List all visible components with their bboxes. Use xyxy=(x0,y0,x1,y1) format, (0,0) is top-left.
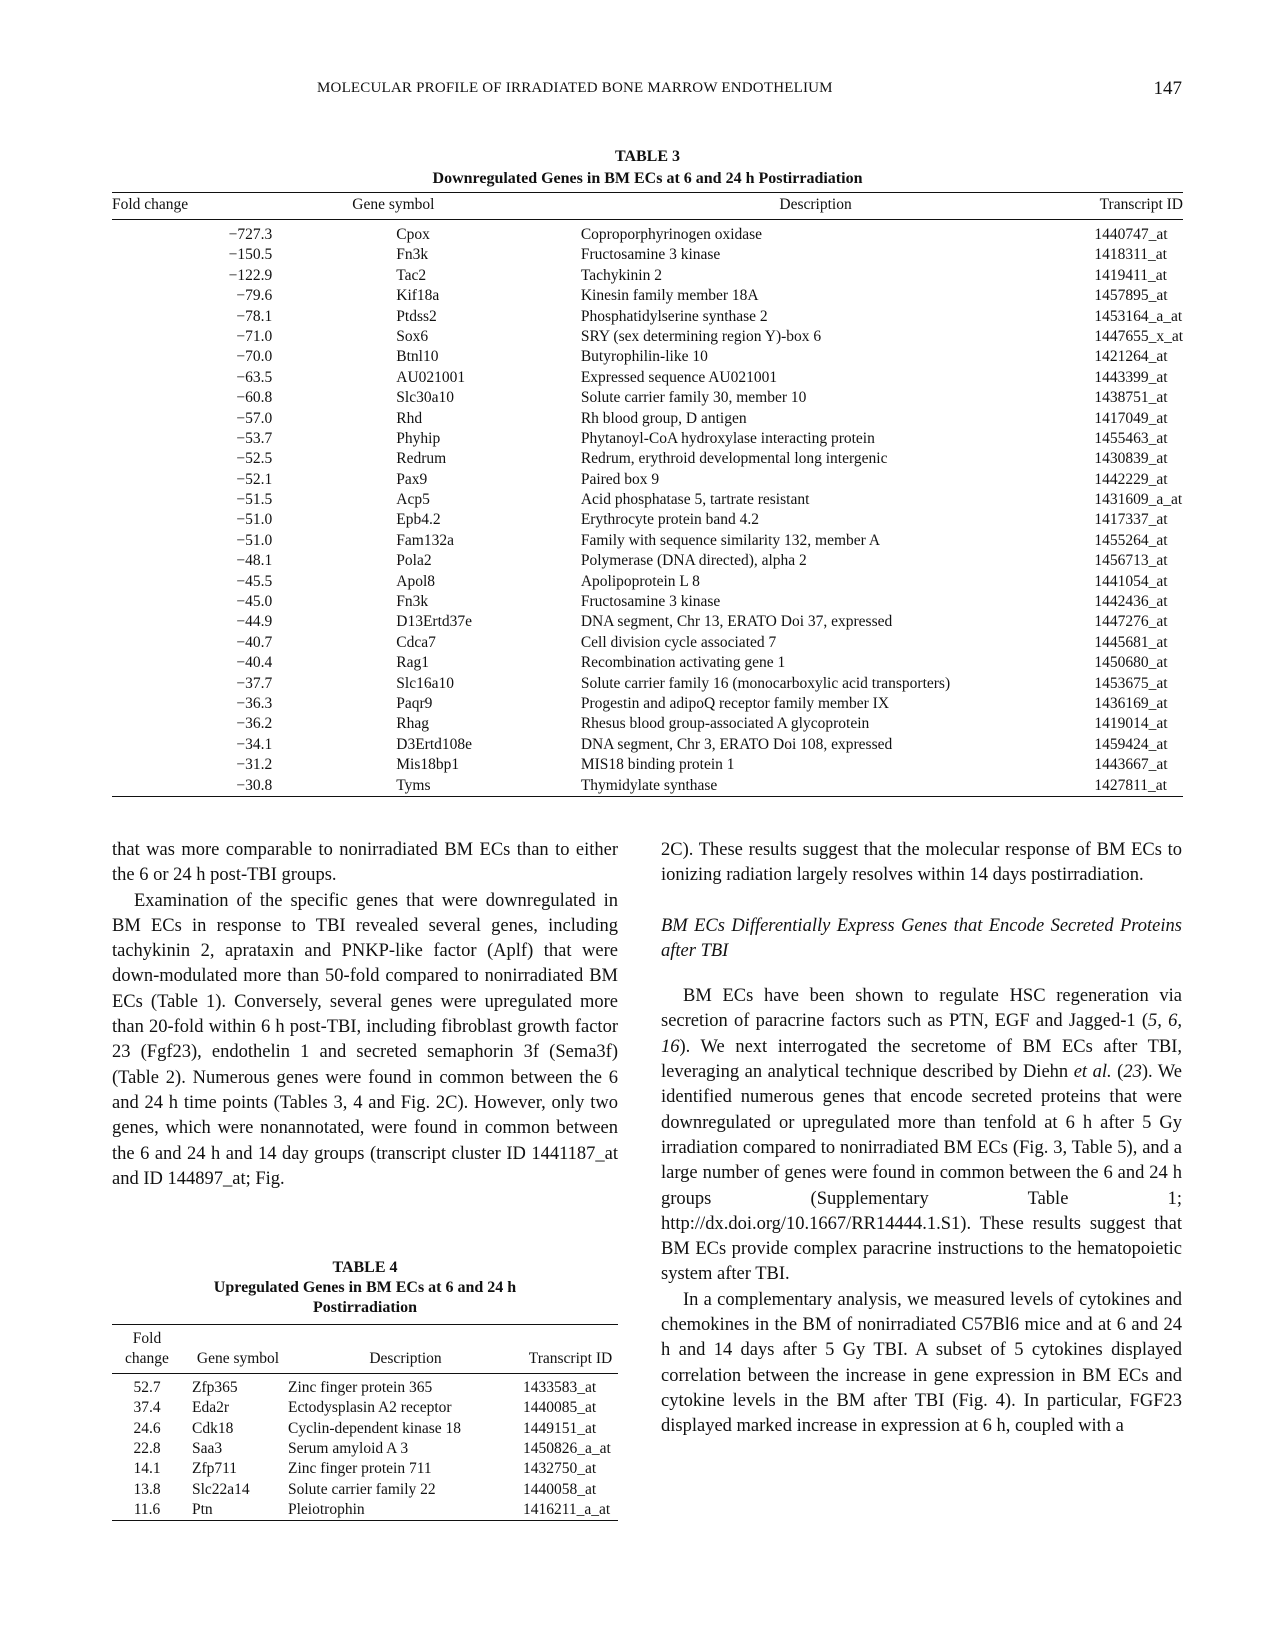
cell-description: Cyclin-dependent kinase 18 xyxy=(288,1419,462,1437)
cell-transcript-id: 1430839_at xyxy=(1094,450,1168,468)
table-row xyxy=(112,266,1183,286)
cell-transcript-id: 1443399_at xyxy=(1094,368,1168,386)
cell-gene-symbol: Tyms xyxy=(396,776,431,794)
table-row xyxy=(112,755,1183,775)
table-row xyxy=(112,572,1183,592)
cell-fold-change: −60.8 xyxy=(236,389,273,407)
cell-fold-change: 24.6 xyxy=(133,1419,161,1437)
cell-fold-change: −78.1 xyxy=(236,307,273,325)
cell-description: DNA segment, Chr 3, ERATO Doi 108, expressed xyxy=(580,735,893,753)
cell-gene-symbol: Ptdss2 xyxy=(396,307,437,325)
column-header-description: Description xyxy=(575,193,1056,220)
table-row xyxy=(112,347,1183,367)
table-4-grid xyxy=(112,1324,618,1521)
cell-transcript-id: 1440747_at xyxy=(1094,226,1168,243)
cell-gene-symbol: D3Ertd108e xyxy=(396,735,473,753)
cell-fold-change: 11.6 xyxy=(133,1500,161,1518)
cell-description: Serum amyloid A 3 xyxy=(288,1440,409,1458)
cell-description: Solute carrier family 16 (monocarboxylic acid transporters) xyxy=(580,674,951,692)
cell-description: Fructosamine 3 kinase xyxy=(580,246,721,264)
cell-gene-symbol: Zfp365 xyxy=(192,1379,238,1397)
cell-description: Recombination activating gene 1 xyxy=(580,654,786,672)
cell-gene-symbol: Rhd xyxy=(396,409,423,427)
cell-fold-change: −48.1 xyxy=(236,552,273,570)
citation: 5, 6, 16 xyxy=(661,1011,1183,1057)
cell-description: Family with sequence similarity 132, member A xyxy=(580,531,881,549)
cell-transcript-id: 1453164_a_at xyxy=(1094,307,1183,325)
cell-description: Tachykinin 2 xyxy=(580,266,662,284)
table-3-title: Downregulated Genes in BM ECs at 6 and 24 h Postirradiation xyxy=(432,170,863,187)
cell-fold-change: −30.8 xyxy=(236,776,273,794)
cell-fold-change: −36.2 xyxy=(236,715,273,733)
cell-gene-symbol: Eda2r xyxy=(192,1399,230,1417)
table-row xyxy=(112,1479,618,1499)
cell-transcript-id: 1438751_at xyxy=(1094,389,1168,407)
table-4-label: TABLE 4 xyxy=(332,1259,398,1276)
text-run: BM ECs have been shown to regulate HSC regeneration via secretion of paracrine factors such as PTN, EGF and Jagged-1 ( xyxy=(661,986,1182,1032)
cell-description: Solute carrier family 30, member 10 xyxy=(580,389,807,407)
table-row xyxy=(112,551,1183,571)
cell-transcript-id: 1447276_at xyxy=(1094,613,1168,631)
cell-gene-symbol: Slc30a10 xyxy=(396,389,454,407)
cell-gene-symbol: Ptn xyxy=(192,1500,213,1518)
cell-fold-change: −150.5 xyxy=(228,246,273,264)
table-row xyxy=(112,633,1183,653)
cell-description: Ectodysplasin A2 receptor xyxy=(288,1399,452,1417)
cell-gene-symbol: D13Ertd37e xyxy=(396,613,473,631)
table-row xyxy=(112,220,1183,246)
cell-fold-change: −70.0 xyxy=(236,348,273,366)
cell-description: Thymidylate synthase xyxy=(580,776,718,794)
cell-description: Redrum, erythroid developmental long intergenic xyxy=(580,450,888,468)
cell-fold-change: −52.1 xyxy=(236,470,273,488)
cell-gene-symbol: Cdca7 xyxy=(396,633,436,651)
cell-description: SRY (sex determining region Y)-box 6 xyxy=(580,327,822,345)
column-header-description: Description xyxy=(284,1325,523,1374)
cell-fold-change: −71.0 xyxy=(236,327,273,345)
cell-transcript-id: 1455463_at xyxy=(1094,429,1168,447)
cell-transcript-id: 1421264_at xyxy=(1094,348,1168,366)
cell-fold-change: 37.4 xyxy=(133,1399,161,1417)
table-row xyxy=(112,776,1183,797)
cell-transcript-id: 1447655_x_at xyxy=(1094,327,1183,345)
text-run: ). We next interrogated the secretome of BM ECs after TBI, leveraging an analytical technique described by Diehn xyxy=(661,1036,1182,1083)
table-row xyxy=(112,307,1183,327)
cell-gene-symbol: Phyhip xyxy=(396,429,441,447)
cell-transcript-id: 1417337_at xyxy=(1094,511,1168,529)
cell-transcript-id: 1453675_at xyxy=(1094,674,1168,692)
cell-transcript-id: 1449151_at xyxy=(523,1419,597,1437)
cell-transcript-id: 1443667_at xyxy=(1094,756,1168,774)
cell-fold-change: −40.7 xyxy=(236,633,273,651)
cell-description: Rh blood group, D antigen xyxy=(580,409,747,427)
cell-description: Phytanoyl-CoA hydroxylase interacting protein xyxy=(580,429,875,447)
table-row xyxy=(112,674,1183,694)
cell-description: DNA segment, Chr 13, ERATO Doi 37, expressed xyxy=(580,613,893,631)
cell-gene-symbol: Fn3k xyxy=(396,593,429,611)
table-row xyxy=(112,1500,618,1521)
cell-description: Fructosamine 3 kinase xyxy=(580,593,721,611)
cell-fold-change: −51.5 xyxy=(236,491,273,509)
cell-gene-symbol: Slc22a14 xyxy=(192,1480,250,1498)
cell-description: Cell division cycle associated 7 xyxy=(580,633,777,651)
cell-description: Acid phosphatase 5, tartrate resistant xyxy=(580,491,810,509)
cell-fold-change: −31.2 xyxy=(236,756,273,774)
table-row xyxy=(112,1419,618,1439)
table-row xyxy=(112,1439,618,1459)
cell-gene-symbol: Acp5 xyxy=(396,491,430,509)
et-al: et al. xyxy=(1073,1062,1112,1083)
cell-fold-change: −36.3 xyxy=(236,694,273,712)
cell-fold-change: −44.9 xyxy=(236,613,273,631)
table-4 xyxy=(112,1258,618,1521)
table-row xyxy=(112,429,1183,449)
page-number: 147 xyxy=(1153,78,1182,99)
cell-gene-symbol: Pola2 xyxy=(396,552,432,570)
cell-description: Polymerase (DNA directed), alpha 2 xyxy=(580,552,807,570)
cell-description: Paired box 9 xyxy=(580,470,660,488)
cell-transcript-id: 1445681_at xyxy=(1094,633,1168,651)
cell-fold-change: 52.7 xyxy=(133,1379,161,1397)
cell-transcript-id: 1431609_a_at xyxy=(1094,491,1183,509)
cell-fold-change: −53.7 xyxy=(236,429,273,447)
cell-transcript-id: 1459424_at xyxy=(1094,735,1168,753)
cell-fold-change: −45.0 xyxy=(236,593,273,611)
cell-transcript-id: 1440085_at xyxy=(523,1399,597,1417)
table-row xyxy=(112,1374,618,1399)
cell-gene-symbol: Rag1 xyxy=(396,654,429,672)
cell-fold-change: 13.8 xyxy=(133,1480,161,1498)
cell-transcript-id: 1433583_at xyxy=(523,1379,597,1397)
cell-gene-symbol: AU021001 xyxy=(396,368,466,386)
cell-gene-symbol: Paqr9 xyxy=(396,694,433,712)
cell-gene-symbol: Apol8 xyxy=(396,572,436,590)
table-row xyxy=(112,368,1183,388)
cell-fold-change: −79.6 xyxy=(236,287,273,305)
cell-transcript-id: 1436169_at xyxy=(1094,694,1168,712)
table-row xyxy=(112,245,1183,265)
cell-fold-change: −122.9 xyxy=(228,266,273,284)
cell-description: Phosphatidylserine synthase 2 xyxy=(580,307,768,325)
table-row xyxy=(112,286,1183,306)
text-run: ( xyxy=(1111,1062,1124,1083)
cell-transcript-id: 1418311_at xyxy=(1094,246,1167,264)
cell-description: Expressed sequence AU021001 xyxy=(580,368,778,386)
cell-description: Zinc finger protein 365 xyxy=(288,1379,433,1397)
table-row xyxy=(112,409,1183,429)
text-run: ). We identified numerous genes that encode secreted proteins that were downregulated or upregulated more than tenfold at 6 h after 5 Gy irradiation compared to nonirradiated BM ECs (Fig. 3, Table 5), and a large number of genes were found in common between the 6 and 24 h groups (Supplementary Table 1; http://dx.doi.org/10.1667/RR14444.1.S1). These results suggest that BM ECs provide complex paracrine instructions to the hematopoietic system after TBI. xyxy=(661,1062,1182,1285)
table-row xyxy=(112,653,1183,673)
cell-gene-symbol: Fam132a xyxy=(396,531,454,549)
cell-gene-symbol: Slc16a10 xyxy=(396,674,454,692)
column-header-fold-change: Fold change xyxy=(112,193,272,220)
running-title: MOLECULAR PROFILE OF IRRADIATED BONE MARROW ENDOTHELIUM xyxy=(317,80,833,96)
cell-description: Butyrophilin-like 10 xyxy=(580,348,708,366)
cell-transcript-id: 1455264_at xyxy=(1094,531,1168,549)
cell-gene-symbol: Kif18a xyxy=(396,287,440,305)
paragraph: that was more comparable to nonirradiated BM ECs than to either the 6 or 24 h post-TBI groups. xyxy=(112,840,618,886)
section-subheading: BM ECs Differentially Express Genes that Encode Secreted Proteins after TBI xyxy=(661,915,1182,961)
cell-description: Pleiotrophin xyxy=(288,1500,365,1518)
paragraph: 2C). These results suggest that the molecular response of BM ECs to ionizing radiation largely resolves within 14 days postirradiation. xyxy=(661,840,1182,886)
cell-transcript-id: 1457895_at xyxy=(1094,287,1168,305)
column-header-fold-change: Fold change xyxy=(112,1325,182,1374)
table-4-body xyxy=(112,1374,618,1521)
table-3-grid xyxy=(112,192,1183,797)
cell-gene-symbol: Epb4.2 xyxy=(396,511,441,529)
cell-gene-symbol: Mis18bp1 xyxy=(396,756,460,774)
cell-transcript-id: 1419014_at xyxy=(1094,715,1168,733)
cell-fold-change: −52.5 xyxy=(236,450,273,468)
table-row xyxy=(112,327,1183,347)
right-column xyxy=(661,838,1182,1440)
cell-gene-symbol: Zfp711 xyxy=(192,1460,238,1478)
cell-transcript-id: 1419411_at xyxy=(1094,266,1167,284)
cell-gene-symbol: Btnl10 xyxy=(396,348,439,366)
cell-fold-change: 22.8 xyxy=(133,1440,161,1458)
column-header-transcript-id: Transcript ID xyxy=(523,1325,618,1374)
paragraph xyxy=(661,984,1182,1288)
table-row xyxy=(112,1459,618,1479)
cell-fold-change: −51.0 xyxy=(236,531,273,549)
column-header-gene-symbol: Gene symbol xyxy=(272,193,575,220)
paragraph: Examination of the specific genes that were downregulated in BM ECs in response to TBI revealed several genes, including tachykinin 2, aprataxin and PNKP-like factor (Aplf) that were down-modulated more than 50-fold compared to nonirradiated BM ECs (Table 1). Conversely, several genes were upregulated more than 20-fold within 6 h post-TBI, including fibroblast growth factor 23 (Fgf23), endothelin 1 and secreted semaphorin 3f (Sema3f) (Table 2). Numerous genes were found in common between the 6 and 24 h time points (Tables 3, 4 and Fig. 2C). However, only two genes, which were nonannotated, were found in common between the 6 and 24 h and 14 day groups (transcript cluster ID 1441187_at and ID 144897_at; Fig. xyxy=(112,890,618,1189)
cell-description: Coproporphyrinogen oxidase xyxy=(580,226,763,243)
cell-gene-symbol: Rhag xyxy=(396,715,429,733)
cell-transcript-id: 1441054_at xyxy=(1094,572,1168,590)
cell-gene-symbol: Pax9 xyxy=(396,470,428,488)
cell-transcript-id: 1442436_at xyxy=(1094,593,1168,611)
cell-description: Kinesin family member 18A xyxy=(580,287,759,305)
table-3 xyxy=(112,146,1183,797)
running-header xyxy=(112,78,1182,102)
table-3-label: TABLE 3 xyxy=(614,148,681,165)
table-row xyxy=(112,531,1183,551)
cell-fold-change: −727.3 xyxy=(228,226,273,243)
cell-transcript-id: 1440058_at xyxy=(523,1480,597,1498)
table-row xyxy=(112,388,1183,408)
table-row xyxy=(112,592,1183,612)
cell-transcript-id: 1450826_a_at xyxy=(523,1440,611,1458)
cell-description: Solute carrier family 22 xyxy=(288,1480,436,1498)
table-row xyxy=(112,735,1183,755)
cell-description: Progestin and adipoQ receptor family member IX xyxy=(580,694,890,712)
cell-fold-change: −63.5 xyxy=(236,368,273,386)
table-row xyxy=(112,470,1183,490)
cell-gene-symbol: Saa3 xyxy=(192,1440,223,1458)
cell-transcript-id: 1416211_a_at xyxy=(523,1500,611,1518)
table-row xyxy=(112,694,1183,714)
table-3-body xyxy=(112,220,1183,797)
cell-gene-symbol: Tac2 xyxy=(396,266,427,284)
cell-transcript-id: 1417049_at xyxy=(1094,409,1168,427)
table-4-title: Upregulated Genes in BM ECs at 6 and 24 h Postirradiation xyxy=(213,1279,517,1316)
cell-fold-change: −51.0 xyxy=(236,511,273,529)
cell-description: Apolipoprotein L 8 xyxy=(580,572,700,590)
cell-description: Zinc finger protein 711 xyxy=(288,1460,432,1478)
cell-fold-change: 14.1 xyxy=(133,1460,161,1478)
cell-gene-symbol: Redrum xyxy=(396,450,447,468)
cell-description: Erythrocyte protein band 4.2 xyxy=(580,511,760,529)
cell-fold-change: −57.0 xyxy=(236,409,273,427)
cell-description: MIS18 binding protein 1 xyxy=(580,756,735,774)
cell-transcript-id: 1456713_at xyxy=(1094,552,1168,570)
citation: 23 xyxy=(1123,1062,1142,1083)
table-row xyxy=(112,612,1183,632)
table-row xyxy=(112,510,1183,530)
cell-gene-symbol: Fn3k xyxy=(396,246,429,264)
cell-gene-symbol: Cpox xyxy=(396,226,430,243)
cell-fold-change: −34.1 xyxy=(236,735,273,753)
cell-gene-symbol: Sox6 xyxy=(396,327,429,345)
column-header-gene-symbol: Gene symbol xyxy=(182,1325,284,1374)
cell-transcript-id: 1432750_at xyxy=(523,1460,597,1478)
table-row xyxy=(112,490,1183,510)
paragraph: In a complementary analysis, we measured levels of cytokines and chemokines in the BM of nonirradiated C57Bl6 mice and at 6 and 24 h and 14 days after 5 Gy TBI. A subset of 5 cytokines displayed correlation between the increase in gene expression in BM ECs and cytokine levels in the BM after TBI (Fig. 4). In particular, FGF23 displayed marked increase in expression at 6 h, coupled with a xyxy=(661,1289,1182,1437)
table-row xyxy=(112,449,1183,469)
cell-fold-change: −45.5 xyxy=(236,572,273,590)
left-column xyxy=(112,838,618,1192)
cell-fold-change: −37.7 xyxy=(236,674,273,692)
column-header-transcript-id: Transcript ID xyxy=(1056,193,1183,220)
table-row xyxy=(112,714,1183,734)
cell-gene-symbol: Cdk18 xyxy=(192,1419,234,1437)
cell-transcript-id: 1442229_at xyxy=(1094,470,1168,488)
cell-transcript-id: 1450680_at xyxy=(1094,654,1168,672)
cell-transcript-id: 1427811_at xyxy=(1094,776,1167,794)
cell-fold-change: −40.4 xyxy=(236,654,273,672)
table-row xyxy=(112,1398,618,1418)
cell-description: Rhesus blood group-associated A glycoprotein xyxy=(580,715,870,733)
